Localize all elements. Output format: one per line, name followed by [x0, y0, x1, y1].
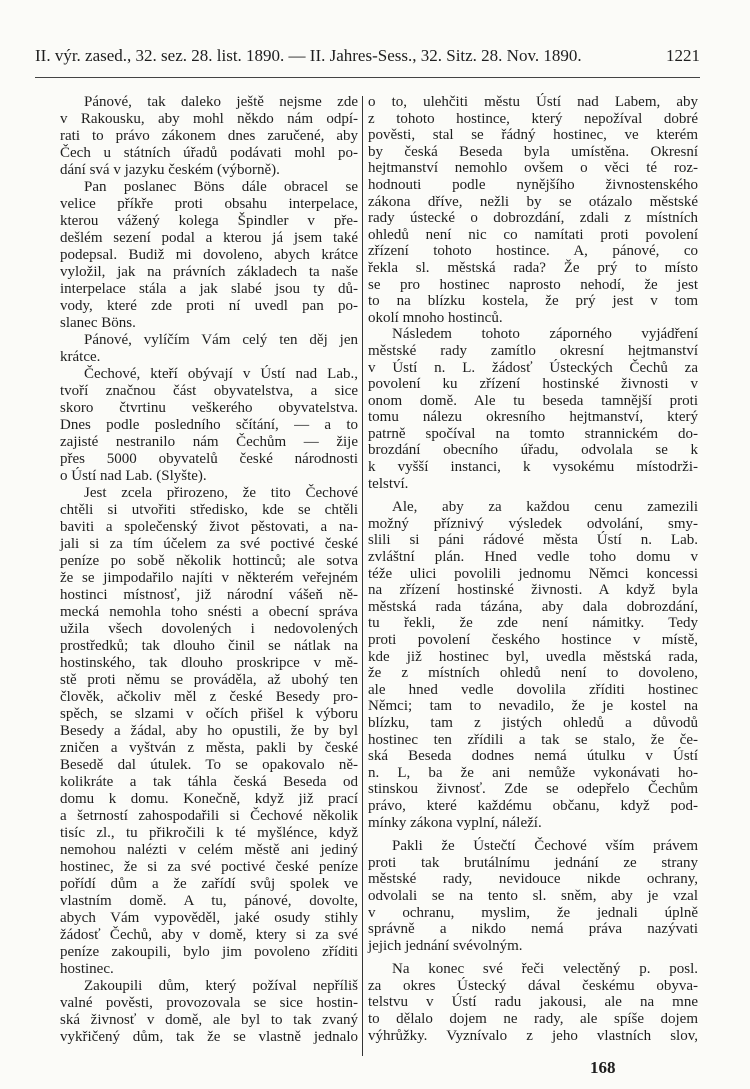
paragraph [60, 366, 358, 485]
text-line: proti tak brutálnímu jednání ze strany [368, 854, 698, 871]
text-line: městské rady zamítlo okresní hejtmanství [368, 342, 698, 359]
text-line: stinskou živnosť. Zde se odepřelo Čechům [368, 781, 698, 798]
paragraph [60, 179, 358, 332]
text-line: prostředků; tak dlouho činil se nátlak na [60, 638, 358, 654]
text-line: Pakli že Ústečtí Čechové vším právem [392, 838, 698, 855]
text-line: odvolali se na tento sl. sněm, aby je vzal [368, 887, 698, 904]
column-divider [362, 96, 363, 1056]
text-line: to na blízku kostela, že prý jest v tom [368, 293, 698, 310]
text-line: Pánové, tak daleko ještě nejsme zde [84, 94, 358, 110]
text-line: jejich jednání svévolným. [368, 937, 523, 954]
text-line: by česká Beseda byla umístěna. Okresní [368, 143, 698, 160]
text-line: ská Beseda dodnes nemá útulku v Ústí [368, 748, 698, 765]
paragraph [368, 94, 698, 326]
text-line: ská živnosť v domě, ale byl to tak zvaný [60, 1012, 358, 1028]
text-line: velice příkře proti obsahu interpelace, [60, 196, 358, 212]
left-column [60, 94, 358, 1046]
text-line: městské rady, nevidouce nikde ochrany, [368, 871, 698, 888]
text-line: mínky zákona vyplní, náleží. [368, 814, 542, 831]
text-line: onom domě. Ale tu beseda tamnější proti [368, 392, 698, 409]
text-line: ohledů není nic co namítati proti povolení [368, 226, 698, 243]
text-line: právo, které každému občanu, když pod- [368, 797, 698, 814]
running-header [35, 46, 700, 66]
text-line: kolikráte a tak táhla česká Beseda od [60, 774, 358, 790]
text-line: užila všech dovolených i nedovolených [60, 621, 358, 637]
text-line: nemohou nalézti v celém městě ani jediný [60, 842, 358, 858]
text-line: telství. [368, 475, 409, 492]
text-line: hejtmanství nemohlo ovšem o věci té roz- [368, 160, 698, 177]
text-line: vykřičený dům, tak že se vlastně jednalo [60, 1029, 358, 1045]
paragraph [368, 961, 698, 1044]
text-line: to dělalo dojem ne rady, ale spíše dojem [368, 1011, 698, 1028]
text-line: Zakoupili dům, který požíval nepříliš [84, 978, 358, 994]
text-line: patrně spočíval na tomto strannickém do- [368, 425, 698, 442]
text-line: rady ústecké o dobrozdání, zdali z místních [368, 210, 698, 227]
text-line: vody, které zde proti ní uvedl pan po- [60, 298, 358, 314]
text-line: peníze zakoupili, bylo jim povoleno zříditi [60, 944, 358, 960]
text-line: Pánové, vylíčím Vám celý ten děj jen [84, 332, 358, 348]
text-line: blízku, tam z jistých ohledů a důvodů [368, 714, 698, 731]
text-line: se pro hostinec naprosto nehodí, že jest [368, 276, 698, 293]
text-line: možný příznivý výsledek odvolání, smy- [368, 515, 698, 532]
text-line: za okres Ústecký dával českému obyva- [368, 977, 698, 994]
text-line: telstvu v Ústí radu jakousi, ale na mne [368, 994, 698, 1011]
text-line: zničen a vyštván z města, pakli by české [60, 740, 358, 756]
text-line: abych Vám vypověděl, jaké osudy stihly [60, 910, 358, 926]
text-line: povolení ku zřízení hostinské živnosti v [368, 376, 698, 393]
text-line: hostinec ten zřídili a tak se stalo, že če- [368, 731, 698, 748]
text-line: domu k domu. Konečně, když již prací [60, 791, 358, 807]
text-line: vyložil, jak na právních základech ta naše [60, 264, 358, 280]
text-line: přes 5000 obyvatelů české národnosti [60, 451, 358, 467]
text-line: Následem tohoto záporného vyjádření [392, 326, 698, 343]
text-line: tisíc zl., tu přikročili k té myšlénce, když [60, 825, 358, 841]
text-line: kde již hostinec byl, uvedla městská rada, [368, 648, 698, 665]
text-line: Jest zcela přirozeno, že tito Čechové [84, 485, 358, 501]
text-line: n. L, ba že ani nemůže vykonávati ho- [368, 764, 698, 781]
text-line: téže ulici povolili jednomu Němci koncessi [368, 565, 698, 582]
text-line: mecká nemohla toho snésti a obecní správa [60, 604, 358, 620]
text-line: k vyšší instanci, k vysokému místodrži- [368, 459, 698, 476]
text-line: hostinského, tak dlouho proskripce v mě- [60, 655, 358, 671]
text-line: v ochranu, myslim, že jednali úplně [368, 904, 698, 921]
text-line: v Ústí n. L. žádosť Ústeckých Čechů za [368, 359, 698, 376]
text-line: v Rakousku, aby mohl někdo nám odpí- [60, 111, 358, 127]
text-line: hodnouti podle nynějšího živnostenského [368, 176, 698, 193]
text-line: hostinec. [60, 961, 114, 977]
text-line: brozdání obecního úřadu, odvolala se k [368, 442, 698, 459]
sheet-number: 168 [590, 1058, 616, 1077]
text-line: správně a nikdo nemá práva nazývati [368, 921, 698, 938]
text-line: slanec Böns. [60, 315, 136, 331]
text-line: podepsal. Budiž mi dovoleno, abych krátce [60, 247, 358, 263]
text-line: tomu nálezu okresního hejtmanství, který [368, 409, 698, 426]
text-line: peníze po sobě několik hottinců; ale sotva [60, 553, 358, 569]
text-line: chtěli si utvořiti středisko, kde se chtěli [60, 502, 358, 518]
text-line: slili si páni rádové města Ústí n. Lab. [368, 532, 698, 549]
text-line: Němci; tam to nevadilo, že je kostel na [368, 698, 698, 715]
text-line: dání svá v jazyku českém (výborně). [60, 162, 280, 178]
text-line: spěch, se slzami v očích přišel k výboru [60, 706, 358, 722]
header-rule [35, 77, 700, 78]
text-line: zřízení tohoto hostince. A, pánové, co [368, 243, 698, 260]
text-line: na zřízení hostinské živnosti. A když byla [368, 582, 698, 599]
text-line: že se jimpodařilo najíti v některém veřejném [60, 570, 358, 586]
text-line: skoro čtvrtinu veškerého obyvatelstva. [60, 400, 358, 416]
text-line: pořídí dům a že zařídí svůj spolek ve [60, 876, 358, 892]
right-column [368, 94, 698, 1044]
text-line: krátce. [60, 349, 101, 365]
text-line: Dnes podle posledního sčítání, — a to [60, 417, 358, 433]
text-line: ale hned vedle dovolila zříditi hostinec [368, 681, 698, 698]
text-line: Ale, aby za každou cenu zamezili [392, 499, 698, 516]
text-line: kterou vážený kolega Špindler v pře- [60, 213, 358, 229]
text-line: že z místních ohledů není to dovoleno, [368, 665, 698, 682]
text-line: zvláštní plán. Hned vedle toho domu v [368, 549, 698, 566]
text-line: jali si za tím účelem za své poctivé české [60, 536, 358, 552]
text-line: baviti a společenský život pěstovati, a na- [60, 519, 358, 535]
text-line: městská rada tázána, aby dala dobrozdání, [368, 598, 698, 615]
paragraph [368, 838, 698, 954]
paragraph [368, 326, 698, 492]
page-number: 1221 [666, 46, 700, 65]
paragraph [60, 94, 358, 179]
text-line: Pan poslanec Böns dále obracel se [84, 179, 358, 195]
paragraph [60, 485, 358, 978]
text-line: okolí mnoho hostinců. [368, 309, 503, 326]
text-line: stě proti němu se prováděla, až ubohý ten [60, 672, 358, 688]
text-line: o Ústí nad Lab. (Slyšte). [60, 468, 207, 484]
text-line: rati to právo zákonem dnes zaručené, aby [60, 128, 358, 144]
header-title: II. výr. zased., 32. sez. 28. list. 1890. — II. Jahres-Sess., 32. Sitz. 28. Nov. 1890. [35, 46, 582, 65]
text-line: valné pověsti, provozovala se sice hostin- [60, 995, 358, 1011]
text-line: o to, ulehčiti městu Ústí nad Labem, aby [368, 94, 698, 110]
paragraph [368, 499, 698, 831]
text-line: a šetrností zahospodařili si Čechové několik [60, 808, 358, 824]
text-line: vlastním domě. A tu, pánové, dovolte, [60, 893, 358, 909]
text-line: Besedě dal útulek. To se opakovalo ně- [60, 757, 358, 773]
text-line: Čechové, kteří obývají v Ústí nad Lab., [84, 366, 358, 382]
text-line: zákona dříve, nežli by se otázalo městské [368, 193, 698, 210]
text-line: Čech u státních úřadů podávati mohl po- [60, 145, 358, 161]
text-line: z tohoto hostince, který nepožíval dobré [368, 110, 698, 127]
text-line: proti povolení českého hostince v místě, [368, 632, 698, 648]
text-line: interpelace stála a jak slabé jsou ty dů- [60, 281, 358, 297]
paragraph [60, 332, 358, 366]
text-line: člověk, ačkoliv měl z české Besedy pro- [60, 689, 358, 705]
text-line: hostinci místnosť, již národní vášeň ně- [60, 587, 358, 603]
text-line: zajisté nestranilo nám Čechům — žije [60, 434, 358, 450]
text-line: výhrůžky. Vyznívalo z jeho vlastních slov, [368, 1027, 698, 1044]
text-line: hostinec, že si za své poctivé české peníze [60, 859, 358, 875]
text-line: žádosť Čechů, aby v domě, ktery si za své [60, 927, 358, 943]
text-line: tvoří značnou část obyvatelstva, a sice [60, 383, 358, 399]
text-line: řekla sl. městská rada? Že prý to místo [368, 259, 698, 276]
text-line: Besedy a žádal, aby ho opustili, že by byl [60, 723, 358, 739]
text-line: pověsti, stal se řádný hostinec, ve kterém [368, 127, 698, 144]
text-line: dešlém sezení podal a kterou já jsem také [60, 230, 358, 246]
text-line: tu řekli, že zde není námitky. Tedy [368, 615, 698, 632]
text-line: Na konec své řeči velectěný p. posl. [392, 961, 698, 978]
paragraph [60, 978, 358, 1046]
